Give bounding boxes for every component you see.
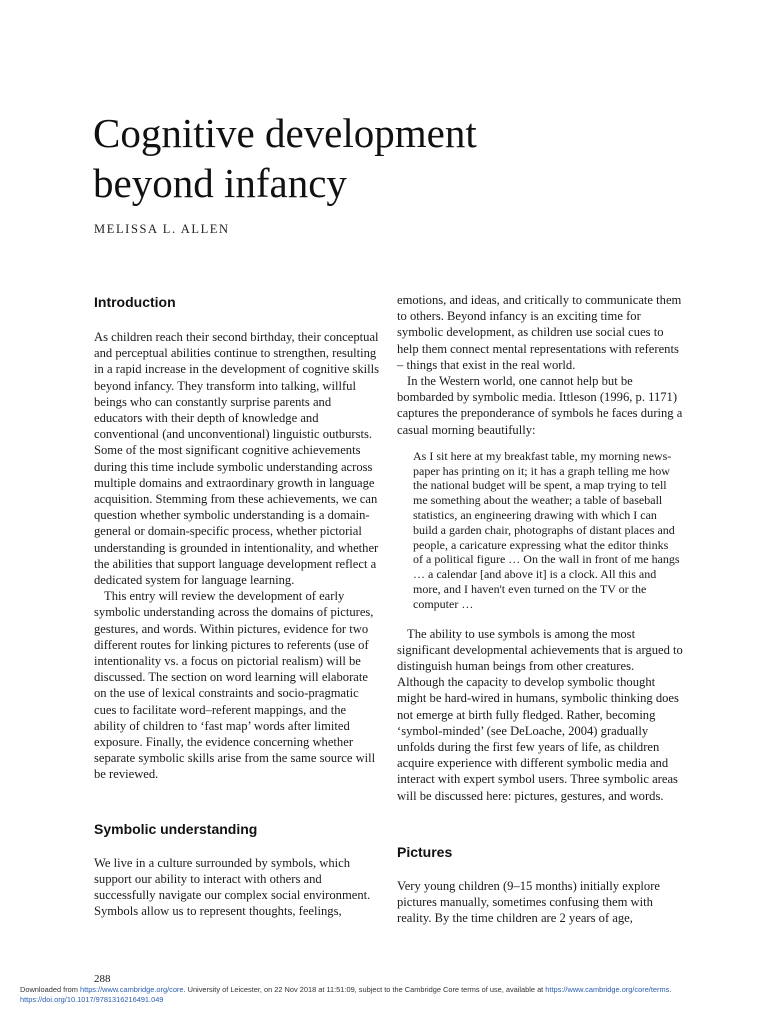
symbolic-paragraph-1: We live in a culture surrounded by symbols, which support our ability to interact with others and successfully navigate our complex social environment. Symbols allow us to represent thoughts, feelings, bbox=[94, 855, 371, 919]
title-line-1: Cognitive development bbox=[93, 110, 477, 156]
symbolic-understanding-heading: Symbolic understanding bbox=[94, 820, 258, 837]
footer-prefix: Downloaded from bbox=[20, 985, 80, 994]
continued-paragraph-1: emotions, and ideas, and critically to communicate them to others. Beyond infancy is an exciting time for symbolic development, as children use social cues to help them connect mental representations with referents – things that exist in the real world. bbox=[397, 293, 682, 372]
article-title bbox=[93, 108, 693, 208]
intro-paragraph-1: As children reach their second birthday, their conceptual and perceptual abilities continue to strengthen, resulting in a rapid increase in the development of cognitive skills beyond infancy. They transform into talking, willful beings who can constantly surprise parents and educators with their depth of knowledge and conventional (and unconventional) linguistic outbursts. Some of the most significant cognitive achievements during this time include symbolic understanding across multiple domains and extraordinary growth in language acquisition. Stemming from these achievements, we can question whether symbolic understanding is a domain-general or domain-specific process, whether pictorial understanding is grounded in intentionality, and whether the abilities that support language development reflect a dedicated system for language learning. bbox=[94, 330, 380, 588]
author-name: MELISSA L. ALLEN bbox=[94, 222, 230, 236]
right-column bbox=[397, 292, 683, 926]
continued-paragraph-3: The ability to use symbols is among the most significant developmental achievements that is argued to distinguish human beings from other creatures. Although the capacity to develop symbolic thought might be hard-wired in humans, symbolic thinking does not emerge at birth fully fledged. Rather, becoming ‘symbol-minded’ (see DeLoache, 2004) gradually unfolds during the first few years of life, as children acquire experience with different symbolic media and interact with expert symbol users. Three symbolic areas will be discussed here: pictures, gestures, and words. bbox=[397, 626, 683, 803]
footer-middle: . University of Leicester, on 22 Nov 2018 at 11:51:09, subject to the Cambridge Core terms of use, available at bbox=[183, 985, 546, 994]
core-link[interactable]: https://www.cambridge.org/core bbox=[79, 985, 184, 994]
footer-suffix: . bbox=[669, 985, 672, 994]
download-footer bbox=[20, 985, 755, 1005]
pictures-paragraph-1: Very young children (9–15 months) initially explore pictures manually, sometimes confusing them with reality. By the time children are 2 years of age, bbox=[397, 878, 661, 926]
intro-paragraph-2: This entry will review the development of early symbolic understanding across the domains of pictures, gestures, and words. Within pictures, evidence for two different routes for linking pictures to referents (use of intentionality vs. a focus on pictorial realism) will be discussed. The section on word learning will elaborate on the use of lexical constraints and socio-pragmatic cues to facilitate word–referent mappings, and the ability of children to ‘fast map’ words after limited exposure. Finally, the evidence concerning whether separate symbolic skills arise from the same source will be reviewed. bbox=[94, 589, 376, 782]
page-number: 288 bbox=[94, 973, 111, 985]
introduction-heading: Introduction bbox=[94, 294, 176, 310]
continued-paragraph-2: In the Western world, one cannot help but be bombarded by symbolic media. Ittleson (1996, p. 1171) captures the preponderance of symbols he faces during a casual morning beautifully: bbox=[397, 374, 683, 437]
block-quote: As I sit here at my breakfast table, my morning news-paper has printing on it; it has a graph telling me how the national budget will be spent, a map trying to tell me something about the weather; a table of baseball statistics, an engineering drawing with which I can build a garden chair, photographs of distant places and people, a caricature expressing what the editor thinks of a political figure … On the wall in front of me hangs … a calendar [and above it] is a clock. All this and more, and I haven't even turned on the TV or the computer … bbox=[413, 448, 680, 611]
title-line-2: beyond infancy bbox=[93, 160, 347, 206]
left-column bbox=[94, 292, 380, 920]
terms-link[interactable]: https://www.cambridge.org/core/terms bbox=[545, 985, 670, 994]
pictures-heading: Pictures bbox=[397, 843, 453, 860]
doi-link[interactable]: https://doi.org/10.1017/9781316216491.049 bbox=[20, 995, 164, 1004]
